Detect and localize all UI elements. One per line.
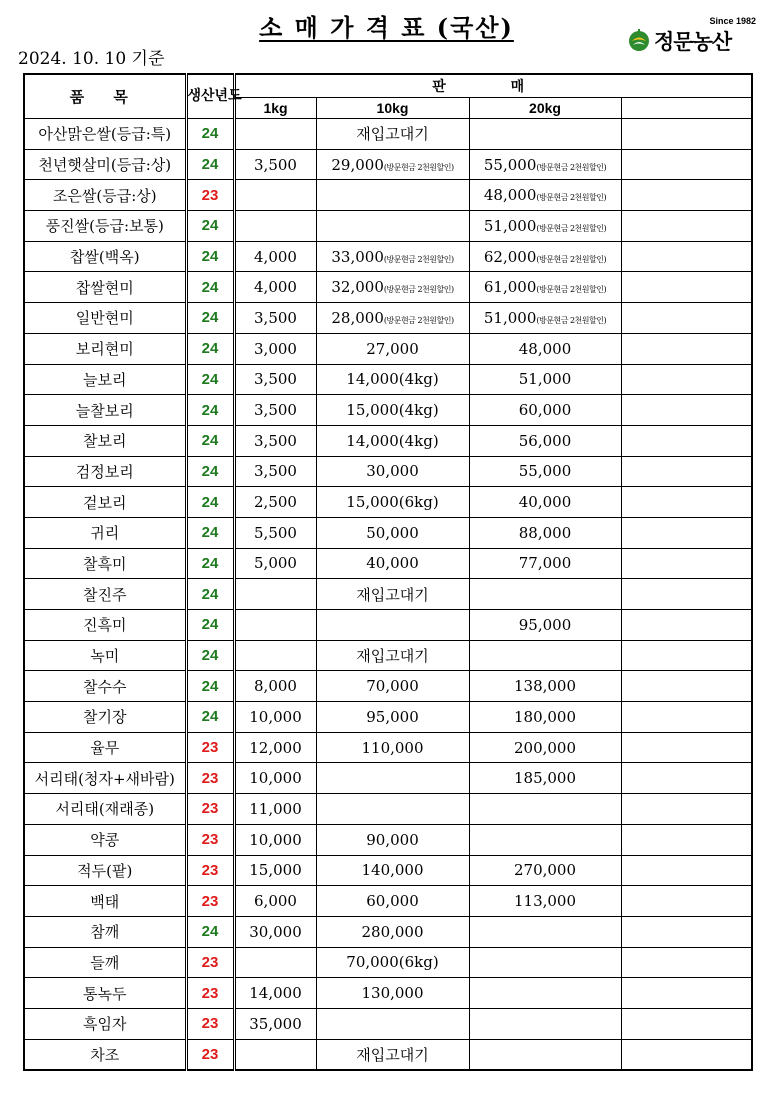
- price-10kg: 32,000(방문현금 2천원할인): [316, 272, 469, 303]
- price-extra: [621, 425, 752, 456]
- discount-note: (방문현금 2천원할인): [536, 162, 607, 172]
- price-1kg: 3,500: [234, 425, 316, 456]
- production-year: 24: [186, 119, 234, 150]
- item-name: 찰흑미: [24, 548, 186, 579]
- price-10kg: 40,000: [316, 548, 469, 579]
- price-extra: [621, 579, 752, 610]
- price-extra: [621, 487, 752, 518]
- grain-leaf-icon: [626, 26, 652, 52]
- price-extra: [621, 886, 752, 917]
- header-unit-20kg: 20kg: [469, 98, 621, 119]
- price-10kg: 28,000(방문현금 2천원할인): [316, 303, 469, 334]
- production-year: 24: [186, 211, 234, 242]
- price-extra: [621, 640, 752, 671]
- price-10kg: 30,000: [316, 456, 469, 487]
- table-row: [24, 487, 752, 518]
- price-10kg: 280,000: [316, 916, 469, 947]
- price-20kg: 77,000: [469, 548, 621, 579]
- price-1kg: [234, 640, 316, 671]
- item-name: 겉보리: [24, 487, 186, 518]
- production-year: 24: [186, 671, 234, 702]
- price-1kg: 3,500: [234, 303, 316, 334]
- item-name: 찰보리: [24, 425, 186, 456]
- table-row: [24, 272, 752, 303]
- price-20kg: 113,000: [469, 886, 621, 917]
- item-name: 늘보리: [24, 364, 186, 395]
- table-row: [24, 763, 752, 794]
- price-extra: [621, 824, 752, 855]
- discount-note: (방문현금 2천원할인): [383, 254, 454, 264]
- price-1kg: 4,000: [234, 272, 316, 303]
- price-extra: [621, 947, 752, 978]
- price-extra: [621, 732, 752, 763]
- price-10kg: [316, 1008, 469, 1039]
- item-name: 조은쌀(등급:상): [24, 180, 186, 211]
- production-year: 24: [186, 610, 234, 641]
- discount-note: (방문현금 2천원할인): [383, 315, 454, 325]
- item-name: 녹미: [24, 640, 186, 671]
- table-row: [24, 794, 752, 825]
- production-year: 23: [186, 794, 234, 825]
- item-name: 천년햇살미(등급:상): [24, 149, 186, 180]
- item-name: 서리태(청자+새바람): [24, 763, 186, 794]
- price-10kg: [316, 610, 469, 641]
- price-extra: [621, 548, 752, 579]
- price-1kg: 5,000: [234, 548, 316, 579]
- price-20kg: 48,000: [469, 333, 621, 364]
- price-20kg: 61,000(방문현금 2천원할인): [469, 272, 621, 303]
- price-20kg: [469, 119, 621, 150]
- price-extra: [621, 303, 752, 334]
- price-20kg: 55,000: [469, 456, 621, 487]
- table-row: [24, 579, 752, 610]
- production-year: 23: [186, 180, 234, 211]
- price-1kg: 2,500: [234, 487, 316, 518]
- item-name: 차조: [24, 1039, 186, 1070]
- table-row: [24, 548, 752, 579]
- logo-brand: 정문농산: [654, 30, 732, 54]
- price-20kg: 48,000(방문현금 2천원할인): [469, 180, 621, 211]
- table-row: [24, 824, 752, 855]
- price-20kg: [469, 947, 621, 978]
- production-year: 24: [186, 548, 234, 579]
- price-table: [23, 73, 753, 1071]
- price-10kg: 70,000(6kg): [316, 947, 469, 978]
- table-row: [24, 886, 752, 917]
- price-1kg: 3,500: [234, 149, 316, 180]
- price-1kg: 8,000: [234, 671, 316, 702]
- production-year: 23: [186, 978, 234, 1009]
- price-extra: [621, 241, 752, 272]
- price-20kg: [469, 978, 621, 1009]
- production-year: 23: [186, 1008, 234, 1039]
- item-name: 진흑미: [24, 610, 186, 641]
- price-10kg: 재입고대기: [316, 640, 469, 671]
- item-name: 서리태(재래종): [24, 794, 186, 825]
- item-name: 흑임자: [24, 1008, 186, 1039]
- price-1kg: 14,000: [234, 978, 316, 1009]
- price-20kg: [469, 1008, 621, 1039]
- item-name: 보리현미: [24, 333, 186, 364]
- production-year: 23: [186, 886, 234, 917]
- price-10kg: 15,000(6kg): [316, 487, 469, 518]
- price-20kg: 60,000: [469, 395, 621, 426]
- price-20kg: 55,000(방문현금 2천원할인): [469, 149, 621, 180]
- production-year: 23: [186, 855, 234, 886]
- price-extra: [621, 364, 752, 395]
- price-extra: [621, 272, 752, 303]
- table-row: [24, 241, 752, 272]
- table-row: [24, 333, 752, 364]
- price-10kg: 27,000: [316, 333, 469, 364]
- price-10kg: 33,000(방문현금 2천원할인): [316, 241, 469, 272]
- price-1kg: 3,500: [234, 456, 316, 487]
- price-1kg: [234, 211, 316, 242]
- production-year: 24: [186, 916, 234, 947]
- price-extra: [621, 671, 752, 702]
- price-10kg: 95,000: [316, 702, 469, 733]
- header-year: 생산년도: [186, 74, 234, 119]
- production-year: 24: [186, 241, 234, 272]
- table-row: [24, 364, 752, 395]
- price-1kg: [234, 947, 316, 978]
- discount-note: (방문현금 2천원할인): [536, 315, 607, 325]
- price-extra: [621, 149, 752, 180]
- table-row: [24, 425, 752, 456]
- price-1kg: [234, 180, 316, 211]
- production-year: 24: [186, 456, 234, 487]
- item-name: 율무: [24, 732, 186, 763]
- logo-since: Since 1982: [709, 16, 756, 26]
- price-10kg: 70,000: [316, 671, 469, 702]
- price-20kg: 51,000(방문현금 2천원할인): [469, 303, 621, 334]
- price-20kg: 95,000: [469, 610, 621, 641]
- price-1kg: 4,000: [234, 241, 316, 272]
- production-year: 24: [186, 272, 234, 303]
- item-name: 참깨: [24, 916, 186, 947]
- table-row: [24, 640, 752, 671]
- production-year: 24: [186, 395, 234, 426]
- price-extra: [621, 916, 752, 947]
- price-20kg: 40,000: [469, 487, 621, 518]
- item-name: 아산맑은쌀(등급:특): [24, 119, 186, 150]
- price-20kg: [469, 640, 621, 671]
- price-20kg: 88,000: [469, 517, 621, 548]
- header-unit-blank: [621, 98, 752, 119]
- price-extra: [621, 180, 752, 211]
- item-name: 찰기장: [24, 702, 186, 733]
- production-year: 23: [186, 763, 234, 794]
- item-name: 들깨: [24, 947, 186, 978]
- price-10kg: [316, 180, 469, 211]
- price-10kg: 60,000: [316, 886, 469, 917]
- item-name: 백태: [24, 886, 186, 917]
- price-1kg: [234, 119, 316, 150]
- production-year: 24: [186, 579, 234, 610]
- price-10kg: 14,000(4kg): [316, 425, 469, 456]
- item-name: 찹쌀(백옥): [24, 241, 186, 272]
- production-year: 24: [186, 364, 234, 395]
- price-10kg: [316, 794, 469, 825]
- price-1kg: 15,000: [234, 855, 316, 886]
- price-extra: [621, 211, 752, 242]
- table-row: [24, 947, 752, 978]
- discount-note: (방문현금 2천원할인): [536, 254, 607, 264]
- item-name: 약콩: [24, 824, 186, 855]
- price-20kg: [469, 916, 621, 947]
- price-10kg: 15,000(4kg): [316, 395, 469, 426]
- price-1kg: 10,000: [234, 763, 316, 794]
- company-logo: [626, 14, 756, 58]
- discount-note: (방문현금 2천원할인): [536, 223, 607, 233]
- price-10kg: 29,000(방문현금 2천원할인): [316, 149, 469, 180]
- production-year: 24: [186, 517, 234, 548]
- price-extra: [621, 517, 752, 548]
- price-10kg: 재입고대기: [316, 579, 469, 610]
- price-20kg: 62,000(방문현금 2천원할인): [469, 241, 621, 272]
- table-row: [24, 855, 752, 886]
- price-20kg: [469, 1039, 621, 1070]
- table-row: [24, 395, 752, 426]
- production-year: 24: [186, 333, 234, 364]
- price-10kg: [316, 211, 469, 242]
- price-1kg: 30,000: [234, 916, 316, 947]
- table-row: [24, 211, 752, 242]
- item-name: 통녹두: [24, 978, 186, 1009]
- production-year: 24: [186, 640, 234, 671]
- table-row: [24, 671, 752, 702]
- price-20kg: 270,000: [469, 855, 621, 886]
- table-row: [24, 119, 752, 150]
- price-1kg: 10,000: [234, 702, 316, 733]
- table-row: [24, 1008, 752, 1039]
- price-10kg: 재입고대기: [316, 1039, 469, 1070]
- price-20kg: [469, 794, 621, 825]
- page-title: 소 매 가 격 표 (국산): [259, 13, 514, 42]
- production-year: 24: [186, 149, 234, 180]
- item-name: 검정보리: [24, 456, 186, 487]
- table-row: [24, 149, 752, 180]
- price-10kg: 130,000: [316, 978, 469, 1009]
- table-row: [24, 303, 752, 334]
- header-sale: 판 매: [234, 74, 752, 98]
- item-name: 풍진쌀(등급:보통): [24, 211, 186, 242]
- price-10kg: 140,000: [316, 855, 469, 886]
- price-10kg: 재입고대기: [316, 119, 469, 150]
- price-extra: [621, 978, 752, 1009]
- price-10kg: 110,000: [316, 732, 469, 763]
- price-20kg: [469, 579, 621, 610]
- price-extra: [621, 1008, 752, 1039]
- item-name: 찰수수: [24, 671, 186, 702]
- item-name: 적두(팥): [24, 855, 186, 886]
- table-row: [24, 180, 752, 211]
- production-year: 24: [186, 702, 234, 733]
- price-1kg: [234, 610, 316, 641]
- header-item: 품 목: [24, 74, 186, 119]
- price-1kg: 3,000: [234, 333, 316, 364]
- price-1kg: [234, 1039, 316, 1070]
- price-20kg: 180,000: [469, 702, 621, 733]
- price-extra: [621, 333, 752, 364]
- price-20kg: 56,000: [469, 425, 621, 456]
- price-1kg: 10,000: [234, 824, 316, 855]
- table-row: [24, 610, 752, 641]
- production-year: 23: [186, 824, 234, 855]
- price-1kg: 3,500: [234, 395, 316, 426]
- production-year: 24: [186, 303, 234, 334]
- price-extra: [621, 119, 752, 150]
- table-row: [24, 456, 752, 487]
- discount-note: (방문현금 2천원할인): [383, 285, 454, 295]
- price-1kg: 5,500: [234, 517, 316, 548]
- reference-date: 2024. 10. 10 기준: [18, 49, 165, 69]
- table-row: [24, 1039, 752, 1070]
- table-row: [24, 978, 752, 1009]
- price-extra: [621, 763, 752, 794]
- price-1kg: 3,500: [234, 364, 316, 395]
- price-20kg: 185,000: [469, 763, 621, 794]
- item-name: 찹쌀현미: [24, 272, 186, 303]
- table-row: [24, 702, 752, 733]
- price-10kg: 90,000: [316, 824, 469, 855]
- table-row: [24, 732, 752, 763]
- price-extra: [621, 1039, 752, 1070]
- item-name: 찰진주: [24, 579, 186, 610]
- price-extra: [621, 395, 752, 426]
- price-1kg: 35,000: [234, 1008, 316, 1039]
- production-year: 23: [186, 732, 234, 763]
- item-name: 늘찰보리: [24, 395, 186, 426]
- price-20kg: 200,000: [469, 732, 621, 763]
- price-1kg: [234, 579, 316, 610]
- price-20kg: 51,000(방문현금 2천원할인): [469, 211, 621, 242]
- table-row: [24, 517, 752, 548]
- price-extra: [621, 610, 752, 641]
- price-20kg: [469, 824, 621, 855]
- price-1kg: 12,000: [234, 732, 316, 763]
- discount-note: (방문현금 2천원할인): [383, 162, 454, 172]
- price-1kg: 6,000: [234, 886, 316, 917]
- header-unit-10kg: 10kg: [316, 98, 469, 119]
- price-extra: [621, 702, 752, 733]
- item-name: 귀리: [24, 517, 186, 548]
- price-10kg: 14,000(4kg): [316, 364, 469, 395]
- price-extra: [621, 794, 752, 825]
- production-year: 23: [186, 947, 234, 978]
- table-row: [24, 916, 752, 947]
- item-name: 일반현미: [24, 303, 186, 334]
- production-year: 24: [186, 487, 234, 518]
- production-year: 23: [186, 1039, 234, 1070]
- header-unit-1kg: 1kg: [234, 98, 316, 119]
- discount-note: (방문현금 2천원할인): [536, 285, 607, 295]
- price-extra: [621, 855, 752, 886]
- discount-note: (방문현금 2천원할인): [536, 193, 607, 203]
- price-10kg: 50,000: [316, 517, 469, 548]
- price-extra: [621, 456, 752, 487]
- production-year: 24: [186, 425, 234, 456]
- price-20kg: 138,000: [469, 671, 621, 702]
- price-1kg: 11,000: [234, 794, 316, 825]
- price-20kg: 51,000: [469, 364, 621, 395]
- price-10kg: [316, 763, 469, 794]
